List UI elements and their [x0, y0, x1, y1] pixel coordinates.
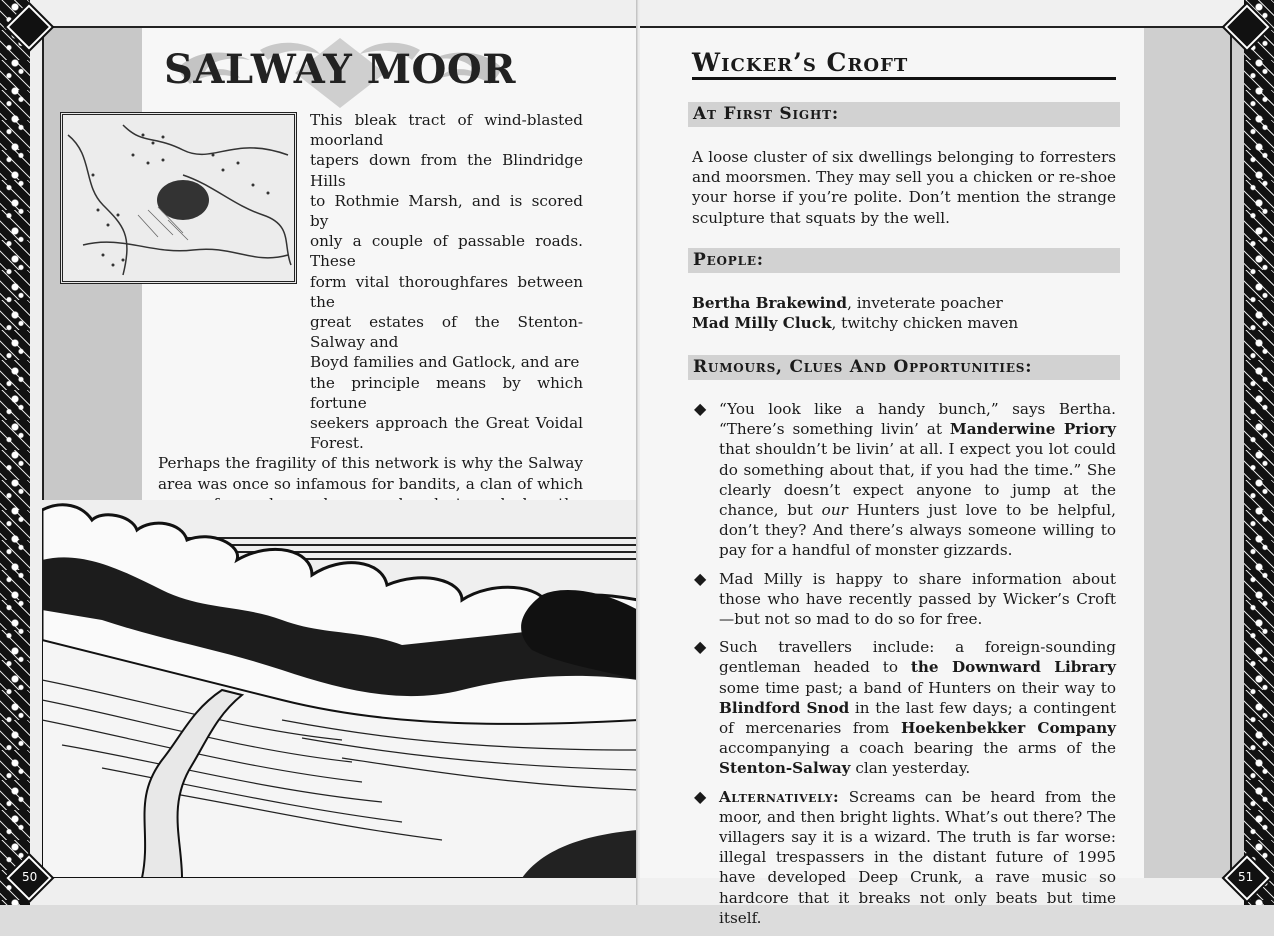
para1-line: form vital thoroughfares between the	[310, 272, 583, 311]
place-name: Hoekenbekker Company	[900, 719, 1116, 738]
list-item	[692, 637, 1116, 778]
bullet-text: accompanying a coach bearing the arms of the	[719, 739, 1116, 758]
person-name: Mad Milly Cluck	[692, 314, 832, 333]
para1-line: tapers down from the Blindridge Hills	[310, 151, 583, 190]
para1-line: the principle means by which fortune	[310, 373, 583, 412]
person-name: Bertha Brakewind	[692, 294, 848, 312]
location-title: Wicker’s Croft	[692, 48, 1116, 80]
bullet-text: Such travellers include: a foreign-sounding gentleman headed to	[719, 638, 1116, 677]
person-desc: , inveterate poacher	[847, 294, 1003, 312]
bullet-text: “You look like a handy bunch,” says Bertha. “There’s something livin’ at	[719, 400, 1116, 439]
list-item	[692, 787, 1116, 928]
diamond-bullet-icon: ◆	[694, 637, 707, 657]
first-sight-paragraph: A loose cluster of six dwellings belonging to forresters and moorsmen. They may sell you a chicken or re-shoe your horse if you’re polite. Don’t mention the strange sculpture that squats by the well.	[692, 148, 1116, 227]
place-name: the Downward Library	[910, 658, 1116, 677]
right-frame-side	[1230, 26, 1232, 878]
place-name: Blindford Snod	[719, 698, 850, 717]
para1-line: to Rothmie Marsh, and is scored by	[310, 191, 583, 231]
right-frame-top	[640, 26, 1232, 28]
first-sight-text	[692, 147, 1116, 228]
diamond-bullet-icon: ◆	[694, 786, 707, 806]
diamond-bullet-icon: ◆	[694, 399, 707, 418]
right-page	[640, 0, 1244, 927]
people-list	[692, 293, 1116, 333]
person-entry	[692, 293, 1116, 313]
place-name: Stenton-Salway	[719, 759, 851, 778]
bullet-text: Screams can be heard from the moor, and then bright lights. What’s out there? The villagers say it is a wizard. The truth is far worse: illegal trespassers in the distant future of 1995 have developed Deep Crunk, a rave music so hardcore that it breaks not only beats but time itself.	[719, 787, 1116, 927]
bullet-text: some time past; a band of Hunters on their way to	[719, 678, 1116, 697]
para1-continuation: Perhaps the fragility of this network is why the Salway area was once so infamous for bandits, a clan of which	[158, 454, 583, 493]
page-number-left: 50	[22, 870, 38, 884]
bullet-text: in the last few days; a contingent of mercenaries from	[719, 698, 1116, 738]
bullet-text: that shouldn’t be livin’ at all. I expect you lot could do something about that, if you had the time.” She clearly doesn’t expect anyone to jump at the chance, but	[719, 440, 1116, 520]
list-item	[692, 399, 1116, 561]
section-heading-people: People:	[688, 248, 1120, 273]
rumours-list	[692, 399, 1116, 936]
person-entry	[692, 313, 1116, 333]
title-banner	[150, 38, 530, 108]
para1-line: great estates of the Stenton-Salway and	[310, 313, 583, 352]
section-heading-rumours: Rumours, Clues And Opportunities:	[688, 355, 1120, 380]
para1-line: only a couple of passable roads. These	[310, 232, 583, 271]
ornate-border-left	[0, 0, 30, 905]
page-title: SALWAY MOOR	[164, 46, 516, 93]
right-page-grey-margin	[1144, 26, 1244, 878]
para1-line: Boyd families and Gatlock, and are	[310, 353, 580, 372]
left-frame-top	[42, 26, 638, 28]
para1-line: This bleak tract of wind-blasted moorland	[310, 111, 583, 150]
para1-line: seekers approach the Great Voidal Forest.	[310, 414, 583, 453]
moorland-illustration	[42, 500, 638, 878]
ornate-border-right	[1244, 0, 1274, 905]
person-desc: , twitchy chicken maven	[831, 314, 1019, 333]
diamond-bullet-icon: ◆	[694, 568, 707, 588]
bullet-text: clan yesterday.	[850, 759, 971, 778]
bullet-lead: Alternatively:	[719, 787, 840, 806]
page-number-right: 51	[1238, 870, 1254, 884]
place-name: Manderwine Priory	[949, 420, 1116, 439]
bullet-text: Mad Milly is happy to share information about those who have recently passed by Wicker’s Croft—but not so mad to do so for free.	[719, 569, 1116, 629]
emphasis: our	[821, 501, 848, 520]
bullet-text: Hunters just love to be helpful, don’t they? And there’s always someone willing to pay for a handful of monster gizzards.	[719, 501, 1116, 560]
list-item	[692, 569, 1116, 630]
section-heading-first-sight: At First Sight:	[688, 102, 1120, 127]
